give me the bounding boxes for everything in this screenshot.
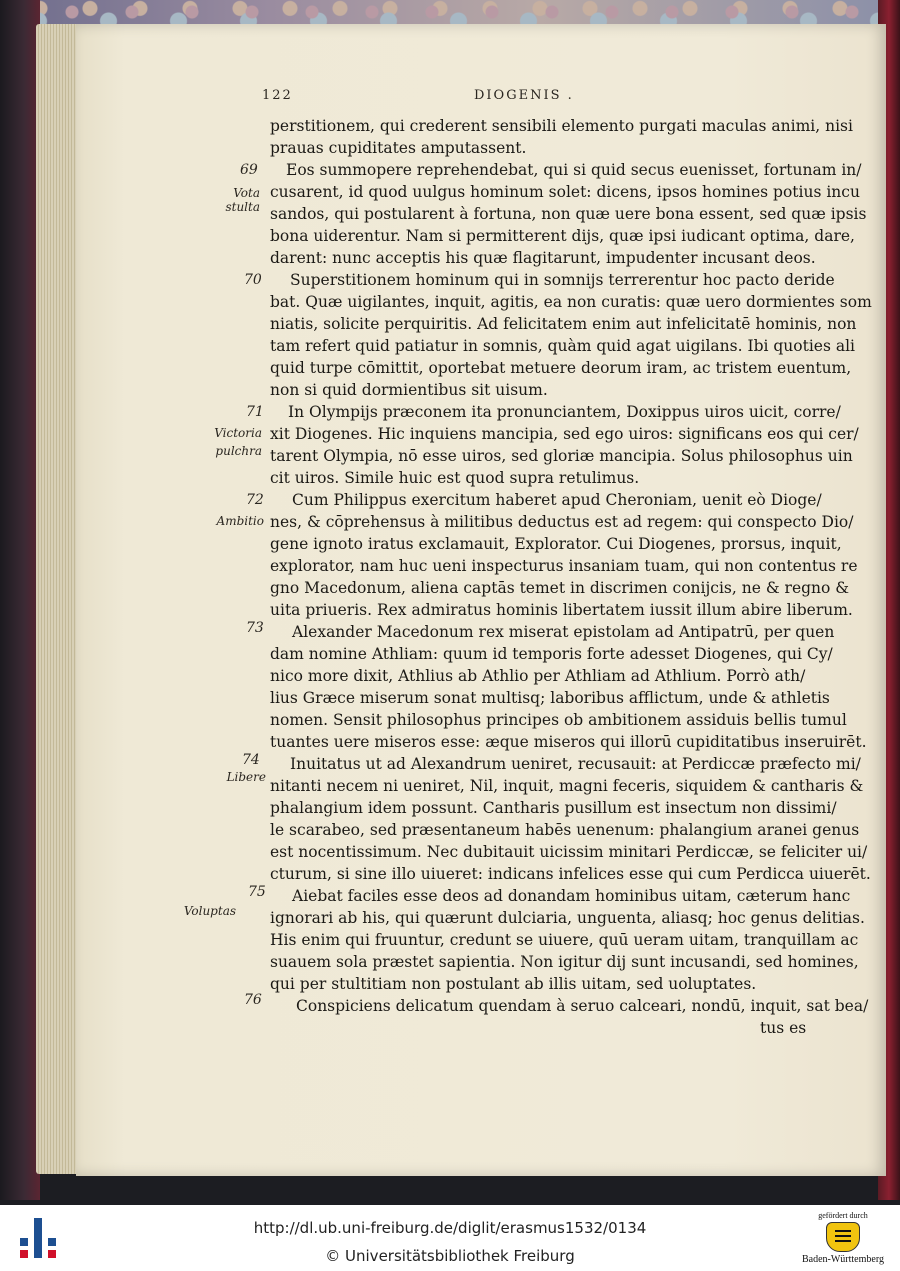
folio-number: 122 — [262, 88, 293, 103]
text-line: bat. Quæ uigilantes, inquit, agitis, ea non curatis: quæ uero dormientes som — [270, 293, 872, 311]
text-line: tam refert quid patiatur in somnis, quàm quid agat uigilans. Ibi quoties ali — [270, 337, 856, 355]
margin-note: Victoria pulchra — [214, 426, 262, 458]
text-line: cit uiros. Simile huic est quod supra retulimus. — [270, 469, 640, 487]
text-line: Inuitatus ut ad Alexandrum ueniret, recusauit: at Perdiccæ præfecto mi/ — [290, 755, 861, 773]
text-line: cusarent, id quod uulgus hominum solet: dicens, ipsos homines potius incu — [270, 183, 860, 201]
page-edges — [36, 24, 80, 1174]
text-line: gno Macedonum, aliena captās temet in discrimen conijcis, ne & regno & — [270, 579, 850, 597]
text-line: gene ignoto iratus exclamauit, Explorator. Cui Diogenes, prorsus, inquit, — [270, 535, 842, 553]
text-line: Aiebat faciles esse deos ad donandam hominibus uitam, cæterum hanc — [292, 887, 851, 905]
text-line: quid turpe cōmittit, oportebat metuere deorum iram, ac tristem euentum, — [270, 359, 852, 377]
text-line: tarent Olympia, nō esse uiros, sed gloriæ mancipia. Solus philosophus uin — [270, 447, 853, 465]
text-line: nico more dixit, Athlius ab Athlio per Athliam ad Athlium. Porrò ath/ — [270, 667, 806, 685]
copyright-text: © Universitätsbibliothek Freiburg — [325, 1247, 575, 1265]
margin-number: 74 — [242, 752, 260, 768]
margin-number: 70 — [244, 272, 262, 288]
text-line: Conspiciens delicatum quendam à seruo calceari, nondū, inquit, sat bea/ — [296, 997, 869, 1015]
text-line: suauem sola præstet sapientia. Non igitur dij sunt incusandi, sed homines, — [270, 953, 859, 971]
text-line: uita priueris. Rex admiratus hominis libertatem iussit illum abire liberum. — [270, 601, 853, 619]
text-line: darent: nunc acceptis his quæ flagitarunt, impudenter incusant deos. — [270, 249, 816, 267]
text-line: Eos summopere reprehendebat, qui si quid secus euenisset, fortunam in/ — [286, 161, 862, 179]
text-line: phalangium idem possunt. Cantharis pusillum est insectum non dissimi/ — [270, 799, 837, 817]
text-line: non si quid dormientibus sit uisum. — [270, 381, 548, 399]
text-line: Superstitionem hominum qui in somnijs terrerentur hoc pacto deride — [290, 271, 835, 289]
margin-note: Vota stulta — [225, 186, 260, 214]
text-line: In Olympijs præconem ita pronunciantem, Doxippus uiros uicit, corre/ — [288, 403, 841, 421]
text-line: Alexander Macedonum rex miserat epistolam ad Antipatrū, per quen — [292, 623, 835, 641]
text-line: perstitionem, qui crederent sensibili elemento purgati maculas animi, nisi — [270, 117, 853, 135]
viewer-footer — [0, 1205, 900, 1271]
text-line: xit Diogenes. Hic inquiens mancipia, sed ego uiros: significans eos qui cer/ — [270, 425, 859, 443]
text-line: tuantes uere miseros esse: æque miseros qui illorū cupiditatibus inseruirēt. — [270, 733, 867, 751]
book-cover-left — [0, 0, 40, 1200]
text-line: His enim qui fruuntur, credunt se uiuere, quū ueram uitam, tranquillam ac — [270, 931, 859, 949]
text-line: sandos, qui postularent à fortuna, non quæ uere bona essent, sed quæ ipsis — [270, 205, 867, 223]
text-line: niatis, solicite perquiritis. Ad felicitatem enim aut infelicitatē hominis, non — [270, 315, 857, 333]
text-line: tus es — [760, 1019, 807, 1037]
sponsor-name: Baden-Württemberg — [801, 1254, 884, 1265]
text-line: prauas cupiditates amputassent. — [270, 139, 527, 157]
text-line: le scarabeo, sed præsentaneum habēs uenenum: phalangium aranei genus — [270, 821, 860, 839]
baden-wuerttemberg-crest-icon — [826, 1222, 860, 1252]
text-line: nomen. Sensit philosophus principes ob ambitionem assiduis bellis tumul — [270, 711, 847, 729]
text-line: ignorari ab his, qui quærunt dulciaria, unguenta, aliasq; hoc genus delitias. — [270, 909, 865, 927]
text-line: bona uiderentur. Nam si permitterent dijs, quæ ipsi iudicant optima, dare, — [270, 227, 855, 245]
text-line: nes, & cōprehensus à militibus deductus est ad regem: qui conspecto Dio/ — [270, 513, 854, 531]
margin-note: Ambitio — [216, 514, 264, 528]
margin-number: 69 — [240, 162, 258, 178]
text-line: cturum, si sine illo uiueret: indicans infelices esse qui cum Perdicca uiuerēt. — [270, 865, 871, 883]
margin-number: 71 — [246, 404, 264, 420]
permalink-url[interactable]: http://dl.ub.uni-freiburg.de/diglit/erasmus1532/0134 — [253, 1219, 647, 1237]
text-line: nitanti necem ni ueniret, Nil, inquit, magni feceris, siquidem & cantharis & — [270, 777, 864, 795]
sponsor-badge — [800, 1211, 886, 1265]
margin-number: 72 — [246, 492, 264, 508]
running-title: DIOGENIS . — [474, 88, 574, 103]
text-line: explorator, nam huc ueni inspecturus insaniam tuam, qui non contentus re — [270, 557, 858, 575]
text-line: lius Græce miserum sonat multisq; laboribus afflictum, unde & athletis — [270, 689, 830, 707]
page-header — [262, 88, 802, 106]
text-line: qui per stultitiam non postulant ab illis uitam, sed uoluptates. — [270, 975, 757, 993]
text-line: est nocentissimum. Nec dubitauit uicissim minitari Perdiccæ, se feliciter ui/ — [270, 843, 868, 861]
text-line: Cum Philippus exercitum haberet apud Cheroniam, uenit eò Dioge/ — [292, 491, 822, 509]
margin-number: 73 — [246, 620, 264, 636]
margin-note: Libere — [226, 770, 266, 784]
margin-number: 76 — [244, 992, 262, 1008]
margin-note: Voluptas — [183, 904, 236, 918]
text-line: dam nomine Athliam: quum id temporis forte adesset Diogenes, qui Cy/ — [270, 645, 833, 663]
margin-number: 75 — [248, 884, 266, 900]
sponsor-caption: gefördert durch — [818, 1211, 868, 1220]
